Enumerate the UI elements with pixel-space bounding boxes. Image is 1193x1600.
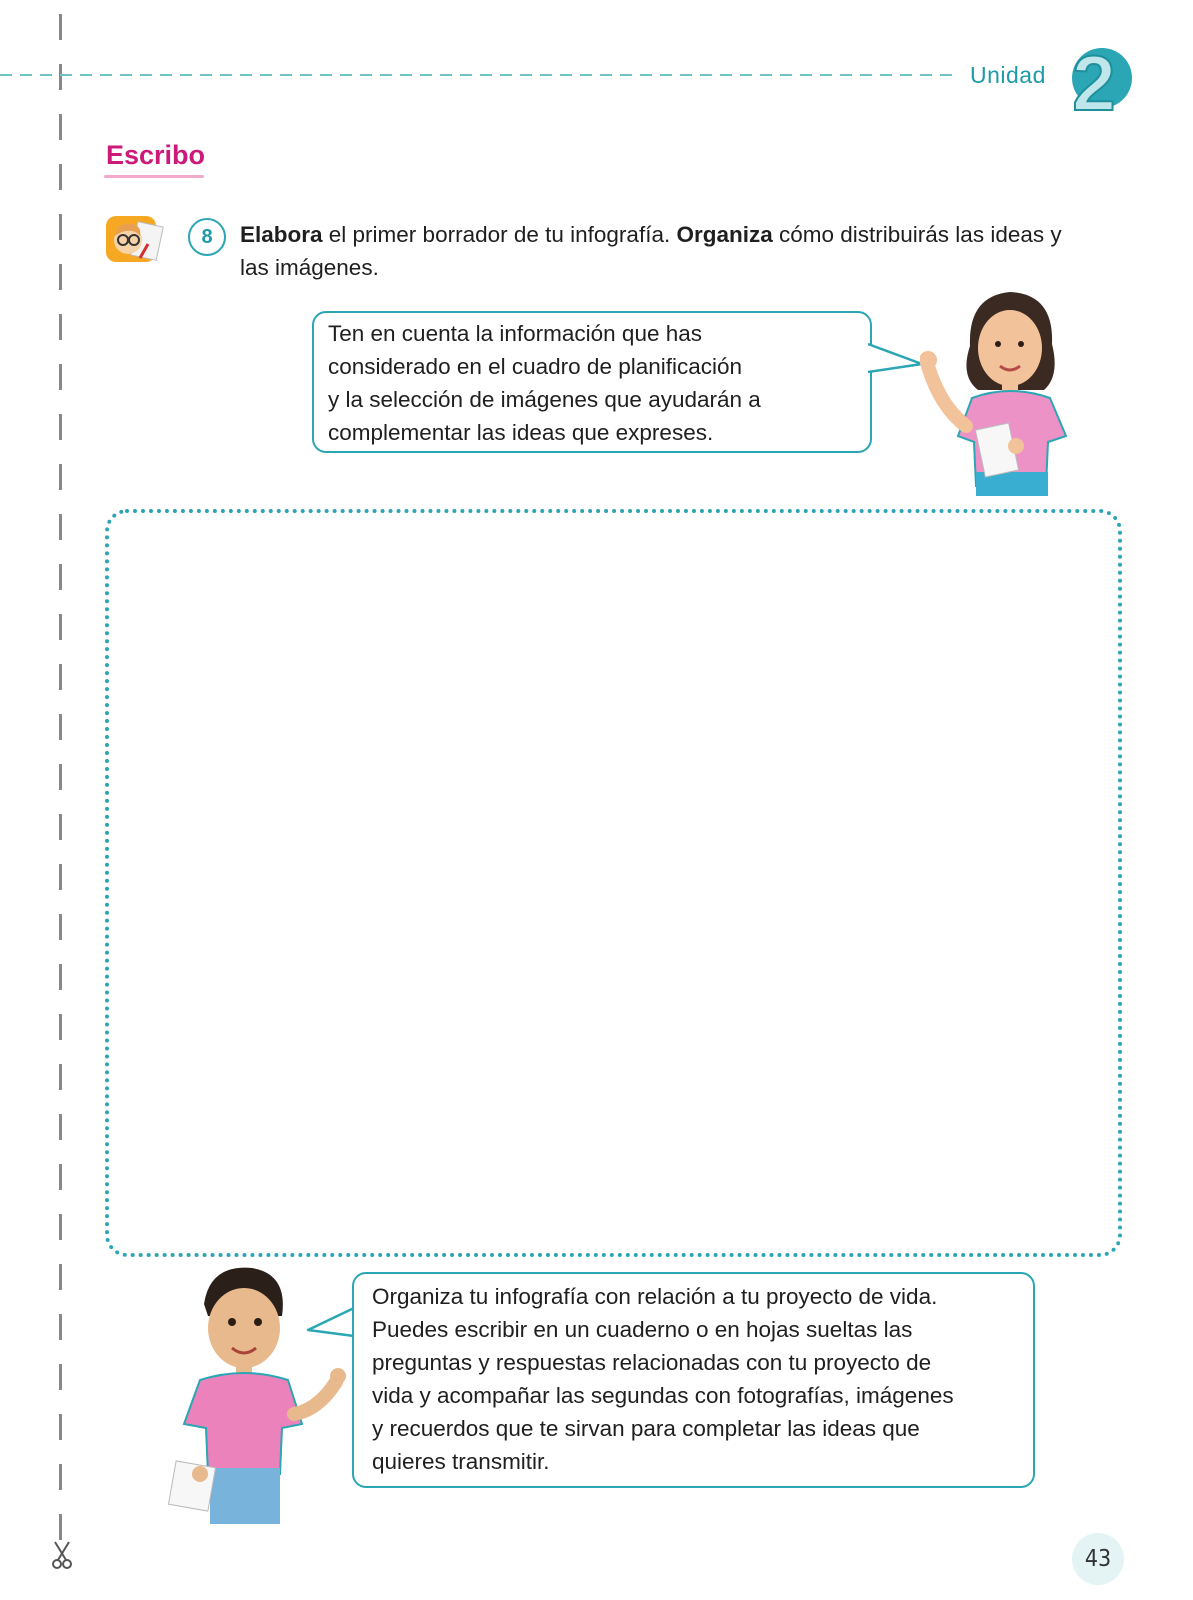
speech-bubble-bottom-tail — [306, 1306, 356, 1340]
speech-bubble-top-tail — [868, 342, 924, 376]
activity-instruction — [240, 218, 1070, 284]
bubble-bottom-line: y recuerdos que te sirvan para completar las ideas que — [372, 1416, 920, 1441]
cut-line — [59, 14, 62, 1544]
boy-illustration — [160, 1264, 350, 1524]
bubble-top-line: complementar las ideas que expreses. — [328, 420, 714, 445]
bubble-bottom-line: vida y acompañar las segundas con fotografías, imágenes — [372, 1383, 954, 1408]
instruction-text-2: cómo distribuirás las ideas y las imágenes. — [240, 222, 1062, 280]
unit-number: 2 — [1072, 39, 1116, 126]
speech-bubble-bottom — [352, 1272, 1035, 1488]
scissors-icon — [49, 1540, 75, 1570]
page-number: 43 — [1072, 1533, 1124, 1585]
header-dashed-line — [0, 74, 955, 76]
bubble-top-line: Ten en cuenta la información que has — [328, 321, 702, 346]
instruction-verb-2: Organiza — [676, 222, 773, 247]
infographic-draft-area[interactable] — [105, 509, 1122, 1257]
section-title-underline — [104, 175, 204, 178]
instruction-text-1: el primer borrador de tu infografía. — [322, 222, 677, 247]
writing-student-icon — [104, 214, 164, 266]
bubble-bottom-line: Puedes escribir en un cuaderno o en hojas sueltas las — [372, 1317, 913, 1342]
bubble-bottom-line: Organiza tu infografía con relación a tu proyecto de vida. — [372, 1284, 938, 1309]
bubble-top-line: considerado en el cuadro de planificación — [328, 354, 743, 379]
girl-illustration — [920, 286, 1090, 496]
unit-number-badge — [1060, 36, 1132, 126]
activity-number: 8 — [188, 218, 226, 256]
unit-label: Unidad — [970, 62, 1046, 88]
instruction-verb-1: Elabora — [240, 222, 323, 247]
speech-bubble-top — [312, 311, 872, 453]
bubble-bottom-line: preguntas y respuestas relacionadas con tu proyecto de — [372, 1350, 932, 1375]
bubble-bottom-line: quieres transmitir. — [372, 1449, 550, 1474]
bubble-top-line: y la selección de imágenes que ayudarán a — [328, 387, 761, 412]
section-title: Escribo — [106, 140, 206, 170]
